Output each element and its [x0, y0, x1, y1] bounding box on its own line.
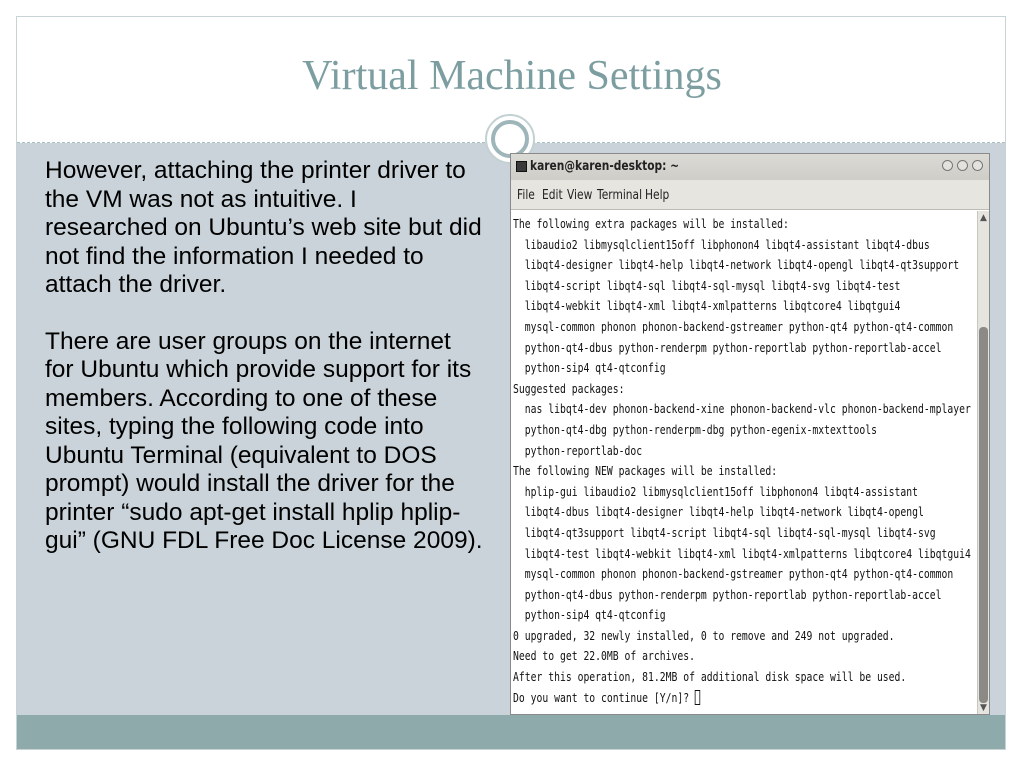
terminal-line: nas libqt4-dev phonon-backend-xine phonon-backend-vlc phonon-backend-mplayer	[513, 401, 971, 417]
terminal-line: After this operation, 81.2MB of additional disk space will be used.	[513, 669, 907, 685]
terminal-line: libqt4-qt3support libqt4-script libqt4-sql libqt4-sql-mysql libqt4-svg	[513, 524, 936, 540]
terminal-icon	[516, 161, 527, 172]
terminal-line: libqt4-designer libqt4-help libqt4-network libqt4-opengl libqt4-qt3support	[513, 257, 960, 273]
slide-body	[45, 157, 485, 584]
bottom-bar	[17, 715, 1005, 749]
terminal-line: libqt4-webkit libqt4-xml libqt4-xmlpatterns libqtcore4 libqtgui4	[513, 298, 901, 314]
terminal-line: The following NEW packages will be installed:	[513, 463, 778, 479]
scroll-down-icon[interactable]: ▼	[980, 703, 987, 713]
terminal-scrollbar[interactable]	[977, 211, 989, 714]
terminal-line: libaudio2 libmysqlclient15off libphonon4 libqt4-assistant libqt4-dbus	[513, 236, 930, 252]
terminal-line: libqt4-script libqt4-sql libqt4-sql-mysql libqt4-svg libqt4-test	[513, 277, 901, 293]
terminal-line: The following extra packages will be installed:	[513, 216, 789, 231]
terminal-line: mysql-common phonon phonon-backend-gstreamer python-qt4 python-qt4-common	[513, 566, 954, 582]
close-button[interactable]	[972, 160, 983, 171]
menu-file[interactable]: File	[517, 188, 535, 203]
paragraph-1: However, attaching the printer driver to the VM was not as intuitive. I researched on Ubuntu’s web site but did not find the information I needed to attach the driver.	[45, 157, 482, 298]
terminal-menubar	[511, 180, 989, 210]
terminal-line: python-qt4-dbus python-renderpm python-reportlab python-reportlab-accel	[513, 586, 942, 602]
terminal-title: karen@karen-desktop: ~	[530, 159, 680, 174]
minimize-button[interactable]	[942, 160, 953, 171]
terminal-line: libqt4-test libqt4-webkit libqt4-xml libqt4-xmlpatterns libqtcore4 libqtgui4	[513, 545, 971, 561]
terminal-line: python-sip4 qt4-qtconfig	[513, 607, 666, 623]
terminal-line: 0 upgraded, 32 newly installed, 0 to remove and 249 not upgraded.	[513, 627, 895, 643]
menu-view[interactable]: View	[567, 188, 593, 203]
terminal-output[interactable]	[513, 214, 975, 712]
terminal-line: python-qt4-dbus python-renderpm python-reportlab python-reportlab-accel	[513, 339, 942, 355]
scroll-up-icon[interactable]: ▲	[980, 213, 987, 223]
window-controls	[942, 160, 983, 171]
terminal-line: python-reportlab-doc	[513, 442, 643, 458]
terminal-line: Suggested packages:	[513, 380, 625, 396]
terminal-line: hplip-gui libaudio2 libmysqlclient15off libphonon4 libqt4-assistant	[513, 483, 919, 499]
menu-terminal[interactable]: Terminal	[597, 188, 643, 203]
text-cursor	[695, 690, 700, 705]
terminal-line: python-sip4 qt4-qtconfig	[513, 360, 666, 376]
menu-edit[interactable]: Edit	[542, 188, 563, 203]
terminal-prompt-line	[513, 688, 873, 709]
terminal-line: Need to get 22.0MB of archives.	[513, 648, 695, 664]
menu-help[interactable]: Help	[645, 188, 670, 203]
maximize-button[interactable]	[957, 160, 968, 171]
terminal-line: python-qt4-dbg python-renderpm-dbg python-egenix-mxtexttools	[513, 421, 877, 437]
terminal-prompt: Do you want to continue [Y/n]?	[513, 689, 695, 705]
paragraph-2: There are user groups on the internet for Ubuntu which provide support for its members. According to one of these sites, typing the following code into Ubuntu Terminal (equivalent to DOS prompt) would install the driver for the printer “sudo apt-get install hplip hplip-gui” (GNU FDL Free Doc License 2009).	[45, 327, 483, 554]
terminal-window[interactable]	[510, 153, 990, 715]
terminal-line: libqt4-dbus libqt4-designer libqt4-help libqt4-network libqt4-opengl	[513, 504, 924, 520]
slide-title: Virtual Machine Settings	[302, 53, 722, 99]
terminal-titlebar[interactable]	[511, 154, 989, 180]
terminal-line: mysql-common phonon phonon-backend-gstreamer python-qt4 python-qt4-common	[513, 318, 954, 334]
scrollbar-thumb[interactable]	[979, 327, 988, 703]
